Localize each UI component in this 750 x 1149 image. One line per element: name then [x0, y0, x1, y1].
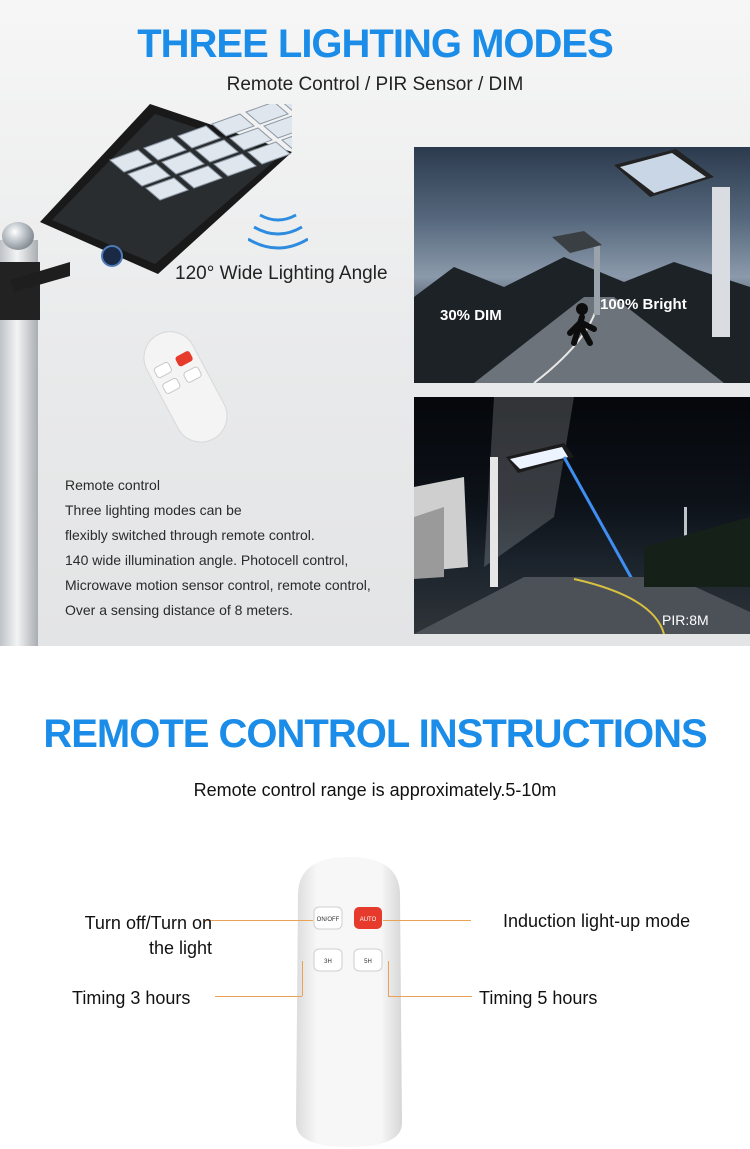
description-line: 140 wide illumination angle. Photocell control, — [65, 552, 349, 568]
onoff-label-line2: the light — [148, 938, 212, 958]
pole-cap — [2, 222, 34, 250]
leader-line-3h-vertical — [302, 961, 303, 996]
auto-button[interactable] — [354, 907, 382, 929]
auto-mode-label: Induction light-up mode — [503, 911, 691, 931]
leader-line-3h — [215, 996, 302, 997]
leader-line-5h-vertical — [388, 961, 389, 996]
section-title-lighting-modes: THREE LIGHTING MODES — [137, 22, 613, 66]
leader-line-5h — [388, 996, 472, 997]
dusk-road-photo — [414, 147, 750, 383]
timer-5h-button[interactable] — [354, 949, 382, 971]
night-road-scene — [414, 397, 750, 634]
pir-distance-label: PIR:8M — [662, 612, 709, 628]
timer-3h-label: Timing 3 hours — [72, 988, 191, 1008]
bright-label: 100% Bright — [600, 296, 687, 313]
remote-control-description — [65, 473, 405, 623]
auto-button-text: AUTO — [359, 917, 377, 923]
leader-line-auto — [383, 920, 471, 921]
dusk-road-scene — [414, 147, 750, 383]
remote-range-text: Remote control range is approximately.5-10m — [193, 780, 557, 800]
onoff-button[interactable] — [314, 907, 342, 929]
lighting-angle-label: 120° Wide Lighting Angle — [175, 263, 388, 284]
dim-label: 30% DIM — [440, 307, 502, 324]
description-line: Microwave motion sensor control, remote control, — [65, 577, 371, 593]
leader-line-onoff — [205, 920, 313, 921]
description-line: Over a sensing distance of 8 meters. — [65, 602, 293, 618]
onoff-label-line1: Turn off/Turn on — [84, 913, 212, 933]
small-remote-icon — [133, 322, 237, 450]
timer-5h-label: Timing 5 hours — [479, 988, 598, 1008]
onoff-label — [72, 911, 212, 961]
night-road-photo — [414, 397, 750, 634]
timer-3h-button[interactable] — [314, 949, 342, 971]
section-subtitle: Remote Control / PIR Sensor / DIM — [226, 74, 524, 95]
description-line: flexibly switched through remote control. — [65, 527, 315, 543]
remote-control — [292, 855, 406, 1149]
description-line: Remote control — [65, 477, 160, 493]
description-line: Three lighting modes can be — [65, 502, 242, 518]
sensor-wave-icon — [248, 205, 308, 260]
section-title-remote-instructions: REMOTE CONTROL INSTRUCTIONS — [43, 712, 707, 756]
onoff-button-text: ON/OFF — [316, 917, 340, 923]
timer-3h-button-text: 3H — [324, 959, 332, 965]
timer-5h-button-text: 5H — [364, 959, 372, 965]
